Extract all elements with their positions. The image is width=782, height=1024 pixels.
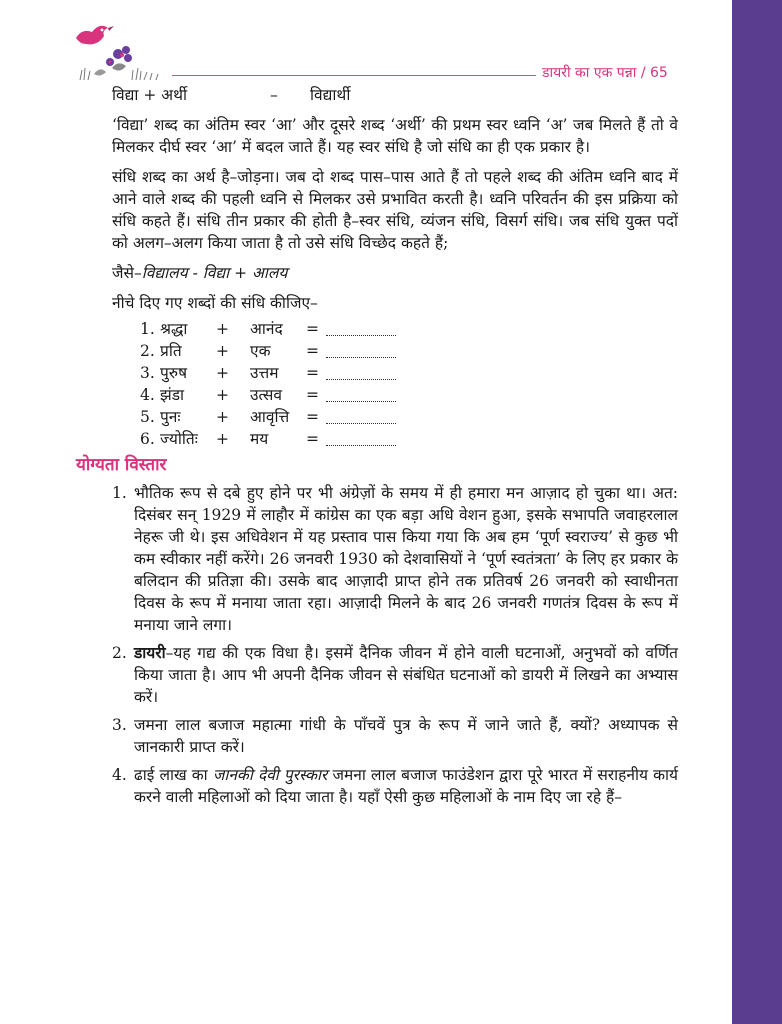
list-item: 2. डायरी–यह गद्य की एक विधा है। इसमें दैनिक जीवन में होने वाली घटनाओं, अनुभवों को वर्णित किया जाता है। आप भी अपनी दैनिक जीवन से संबंधित घटनाओं को डायरी में लिखने का अभ्यास करें। xyxy=(112,643,678,706)
list-item: 1. श्रद्धा + आनंद = xyxy=(140,318,678,340)
example-prefix: जैसे– xyxy=(112,264,142,282)
list-item: 2. प्रति + एक = xyxy=(140,340,678,362)
award-name: जानकी देवी पुरस्कार xyxy=(212,766,328,784)
answer-blank[interactable] xyxy=(326,367,396,380)
answer-blank[interactable] xyxy=(326,345,396,358)
answer-blank[interactable] xyxy=(326,389,396,402)
example-separator: - xyxy=(187,264,203,282)
example-line xyxy=(60,262,678,284)
list-item: 3. जमना लाल बजाज महात्मा गांधी के पाँचवें पुत्र के रूप में जाने जाते हैं, क्यों? अध्यापक से जानकारी प्राप्त करें। xyxy=(112,716,678,756)
list-item: 1. भौतिक रूप से दबे हुए होने पर भी अंग्रेज़ों के समय में ही हमारा मन आज़ाद हो चुका था। अत: दिसंबर सन् 1929 में लाहौर में कांग्रेस का एक बड़ा अधि वेशन हुआ, इसके सभापति जवाहरलाल नेहरू जी थे। इस अधिवेशन में यह प्रस्ताव पास किया गया कि अब हम ‘पूर्ण स्वराज्य’ से कुछ भी कम स्वीकार नहीं करेंगे। 26 जनवरी 1930 को देशवासियों ने ‘पूर्ण स्वतंत्रता’ के लिए हर प्रकार के बलिदान की प्रतिज्ञा की। उसके बाद आज़ादी प्राप्त होने तक प्रतिवर्ष 26 जनवरी को स्वाधीनता दिवस के रूप में मनाया जाता रहा। आज़ादी मिलने के बाद 26 जनवरी गणतंत्र दिवस के रूप में मनाया जाने लगा। xyxy=(112,484,678,634)
equation-left: विद्या + अर्थी xyxy=(112,86,188,104)
exercise-list xyxy=(60,318,678,450)
list-item: 4. झंडा + उत्सव = xyxy=(140,384,678,406)
page-edge-band xyxy=(732,0,782,1024)
section-heading: योग्यता विस्तार xyxy=(76,455,167,475)
answer-blank[interactable] xyxy=(326,411,396,424)
list-item: 3. पुरुष + उत्तम = xyxy=(140,362,678,384)
list-item: 6. ज्योतिः + मय = xyxy=(140,428,678,450)
page-body xyxy=(60,84,678,808)
extension-list xyxy=(60,482,678,808)
running-header: डायरी का एक पन्ना / 65 xyxy=(542,65,668,81)
list-item: 4. ढाई लाख का जानकी देवी पुरस्कार जमना लाल बजाज फाउंडेशन द्वारा पूरे भारत में सराहनीय कार्य करने वाली महिलाओं को दिया जाता है। यहाँ ऐसी कुछ महिलाओं के नाम दिए जा रहे हैं– xyxy=(112,766,679,806)
list-item: 5. पुनः + आवृत्ति = xyxy=(140,406,678,428)
answer-blank[interactable] xyxy=(326,433,396,446)
bird-flower-decoration-icon xyxy=(72,16,172,82)
example-split: विद्या + आलय xyxy=(202,264,288,282)
equation-right: विद्यार्थी xyxy=(310,86,351,104)
sandhi-equation xyxy=(60,84,678,106)
exercise-instruction: नीचे दिए गए शब्दों की संधि कीजिए– xyxy=(112,294,318,312)
answer-blank[interactable] xyxy=(326,323,396,336)
equation-dash: – xyxy=(270,86,278,104)
term-diary: डायरी xyxy=(134,643,166,662)
example-word: विद्यालय xyxy=(141,264,188,282)
paragraph-sandhi-definition: संधि शब्द का अर्थ है–जोड़ना। जब दो शब्द पास–पास आते हैं तो पहले शब्द की अंतिम ध्वनि बाद में आने वाले शब्द की पहली ध्वनि से मिलकर उसे प्रभावित करती है। ध्वनि परिवर्तन की इस प्रक्रिया को संधि कहते हैं। संधि तीन प्रकार की होती है–स्वर संधि, व्यंजन संधि, विसर्ग संधि। जब संधि युक्त पदों को अलग–अलग किया जाता है तो उसे संधि विच्छेद कहते हैं; xyxy=(112,168,678,252)
paragraph-swar-sandhi: ‘विद्या’ शब्द का अंतिम स्वर ‘आ’ और दूसरे शब्द ‘अर्थी’ की प्रथम स्वर ध्वनि ‘अ’ जब मिलते हैं तो वे मिलकर दीर्घ स्वर ‘आ’ में बदल जाते हैं। यह स्वर संधि है जो संधि का ही एक प्रकार है। xyxy=(112,116,678,156)
header-rule xyxy=(172,75,536,76)
